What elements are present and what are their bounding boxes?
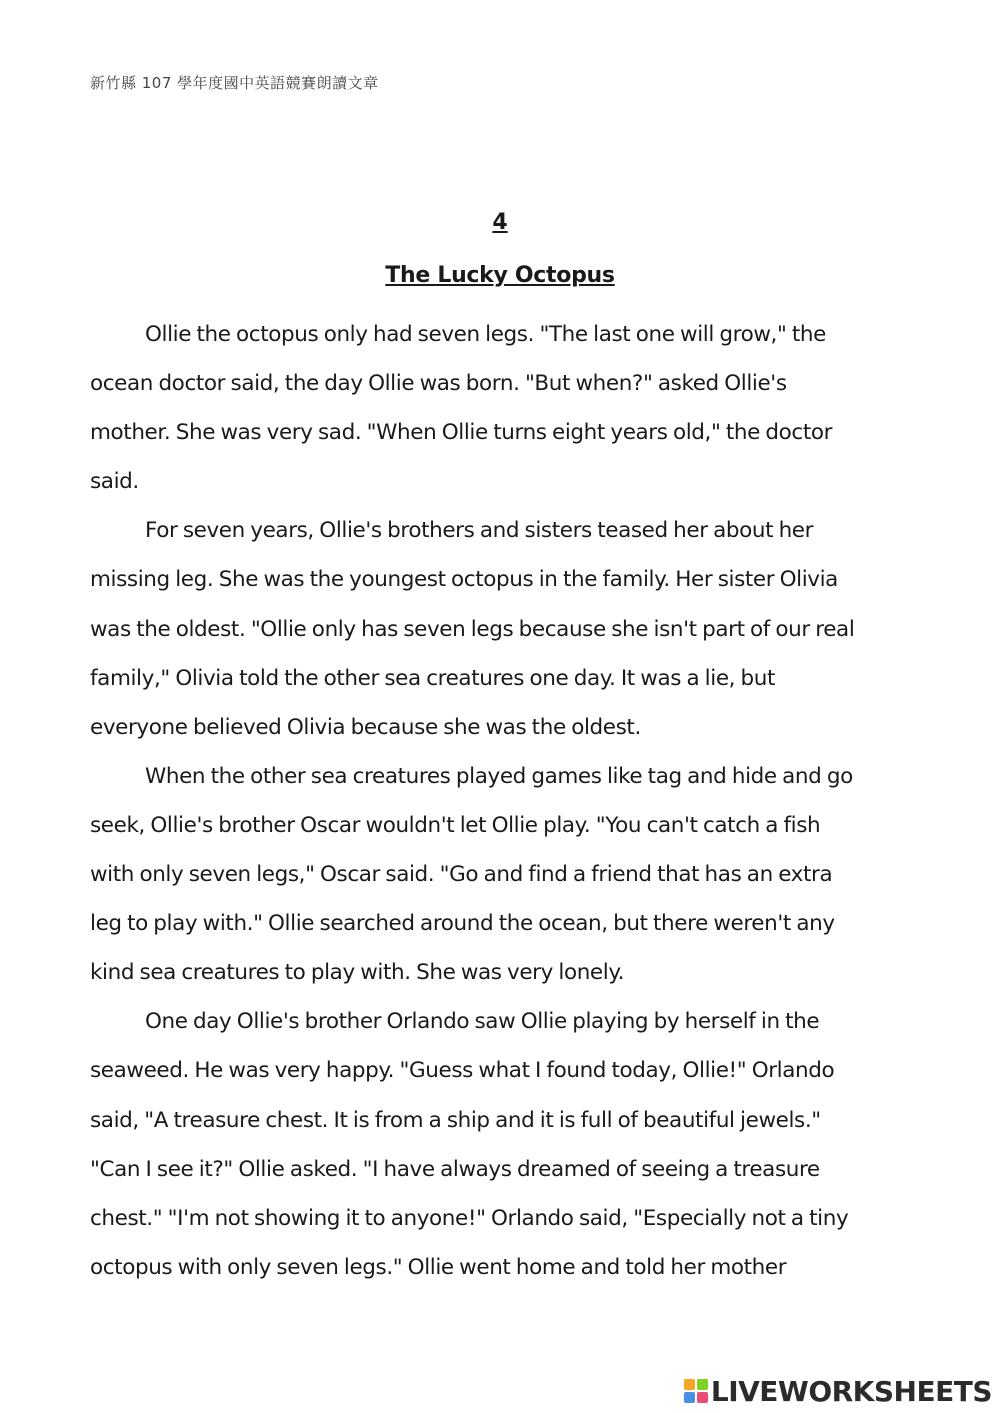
running-header: 新竹縣 107 學年度國中英語競賽朗讀文章 — [90, 74, 379, 92]
story-line: ocean doctor said, the day Ollie was born. "But when?" asked Ollie's — [90, 371, 787, 397]
story-line: Ollie the octopus only had seven legs. "The last one will grow," the — [145, 322, 826, 347]
story-line: kind sea creatures to play with. She was very lonely. — [90, 960, 625, 986]
story-line: octopus with only seven legs." Ollie went home and told her mother — [90, 1254, 787, 1280]
story-line: seaweed. He was very happy. "Guess what I found today, Ollie!" Orlando — [90, 1058, 835, 1084]
story-line: mother. She was very sad. "When Ollie turns eight years old," the doctor — [90, 420, 833, 446]
story-line: For seven years, Ollie's brothers and sisters teased her about her — [145, 518, 814, 544]
liveworksheets-logo-text: LIVEWORKSHEETS — [710, 1374, 992, 1408]
story-body — [90, 317, 910, 1299]
story-line: said, "A treasure chest. It is from a ship and it is full of beautiful jewels." — [90, 1107, 821, 1133]
story-line: chest." "I'm not showing it to anyone!" Orlando said, "Especially not a tiny — [90, 1205, 849, 1231]
liveworksheets-logo — [684, 1374, 992, 1408]
story-line: was the oldest. "Ollie only has seven legs because she isn't part of our real — [90, 616, 855, 642]
story-line: everyone believed Olivia because she was the oldest. — [90, 714, 641, 740]
story-line: with only seven legs," Oscar said. "Go and find a friend that has an extra — [90, 862, 833, 888]
story-title: The Lucky Octopus — [385, 263, 615, 288]
story-line: "Can I see it?" Ollie asked. "I have always dreamed of seeing a treasure — [90, 1156, 820, 1182]
story-line: missing leg. She was the youngest octopus in the family. Her sister Olivia — [90, 567, 838, 593]
story-number: 4 — [492, 210, 508, 235]
story-line: When the other sea creatures played games like tag and hide and go — [145, 763, 853, 789]
liveworksheets-logo-icon — [684, 1379, 708, 1403]
story-line: said. — [90, 469, 139, 495]
story-line: family," Olivia told the other sea creatures one day. It was a lie, but — [90, 665, 776, 691]
story-line: leg to play with." Ollie searched around the ocean, but there weren't any — [90, 911, 835, 937]
story-line: One day Ollie's brother Orlando saw Ollie playing by herself in the — [145, 1009, 820, 1035]
story-line: seek, Ollie's brother Oscar wouldn't let Ollie play. "You can't catch a fish — [90, 812, 821, 838]
